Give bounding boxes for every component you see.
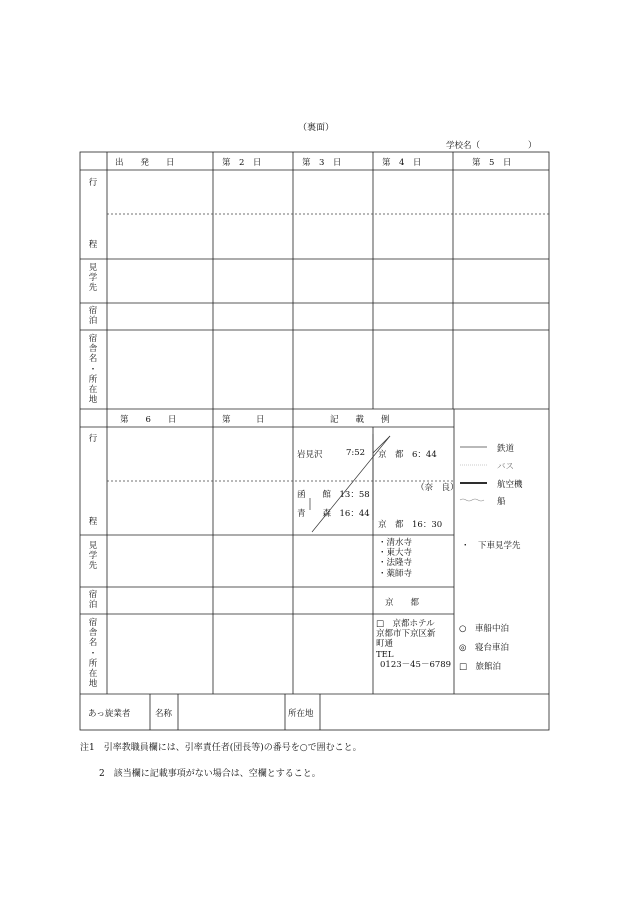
example-hotel: □ 京都ホテル 京都市下京区新 町通 TEL 0123－45－6789 xyxy=(376,619,452,670)
header-day-4: 第 4 日 xyxy=(382,158,422,168)
row-label-lodging-name-2: 宿 舎 名 ・ 所 在 地 xyxy=(88,618,98,690)
legend-ship-label: 船 xyxy=(497,497,506,507)
list-item: ・東大寺 xyxy=(378,548,413,559)
example-time-1: 7:52 xyxy=(346,448,366,458)
legend-ship-line xyxy=(460,499,484,501)
list-item: ・清水寺 xyxy=(378,538,413,548)
list-item: ・法隆寺 xyxy=(378,558,413,569)
header-day-2: 第 2 日 xyxy=(222,158,262,168)
header-example: 記 載 例 xyxy=(330,415,390,425)
legend-visit-mark: ・ 下車見学先 xyxy=(461,541,521,551)
row-label-itinerary-bottom-2: 程 xyxy=(88,517,98,527)
example-nara: （奈 良） xyxy=(416,483,459,493)
header-departure-day: 出 発 日 xyxy=(115,158,175,168)
example-station-aomori: 青 森 16：44 xyxy=(297,509,370,519)
row-label-visit-2: 見 学 先 xyxy=(88,541,98,572)
example-visit-list xyxy=(378,538,412,579)
double-circle-icon: ◎ xyxy=(459,643,467,653)
example-station-hakodate: 函 館 13：58 xyxy=(297,490,370,500)
page-title: （裏面） xyxy=(298,123,335,133)
note-2: 2 該当欄に記載事項がない場合は、空欄とすること。 xyxy=(99,769,321,779)
header-day-3: 第 3 日 xyxy=(302,158,342,168)
agent-name-label: 名称 xyxy=(155,709,173,719)
legend-lodging-marks: ○ 車船中泊 ◎ 寝台車泊 □ 旅館泊 xyxy=(459,624,509,672)
row-label-itinerary-top: 行 xyxy=(88,178,98,188)
note-1: 注1 引率教職員欄には、引率責任者(団長等)の番号を○で囲むこと。 xyxy=(80,743,362,753)
row-label-lodging-name: 宿 舎 名 ・ 所 在 地 xyxy=(88,334,98,406)
legend-air-label: 航空機 xyxy=(497,480,523,490)
example-lodging: 京 都 xyxy=(385,598,420,608)
legend-bus-label: バス xyxy=(497,462,515,472)
header-day-n: 第 日 xyxy=(222,415,265,425)
example-station-iwamizawa: 岩見沢 xyxy=(297,450,323,460)
row-label-lodging-2: 宿 泊 xyxy=(88,590,98,611)
example-station-kyoto-1: 京 都 6：44 xyxy=(378,450,437,460)
agent-address-label: 所在地 xyxy=(288,709,314,719)
school-name-label: 学校名（ ） xyxy=(446,141,537,151)
row-label-itinerary-top-2: 行 xyxy=(88,434,98,444)
legend-rail-label: 鉄道 xyxy=(497,444,515,454)
agent-label: あっ旋業者 xyxy=(88,709,131,719)
row-label-itinerary-bottom: 程 xyxy=(88,240,98,250)
header-day-5: 第 5 日 xyxy=(472,158,512,168)
header-day-6: 第 6 日 xyxy=(120,415,177,425)
list-item: ・薬師寺 xyxy=(378,568,413,579)
square-icon: □ xyxy=(459,662,468,672)
row-label-lodging: 宿 泊 xyxy=(88,306,98,327)
example-station-kyoto-2: 京 都 16：30 xyxy=(378,520,443,530)
circle-icon: ○ xyxy=(459,624,467,634)
row-label-visit: 見 学 先 xyxy=(88,263,98,294)
